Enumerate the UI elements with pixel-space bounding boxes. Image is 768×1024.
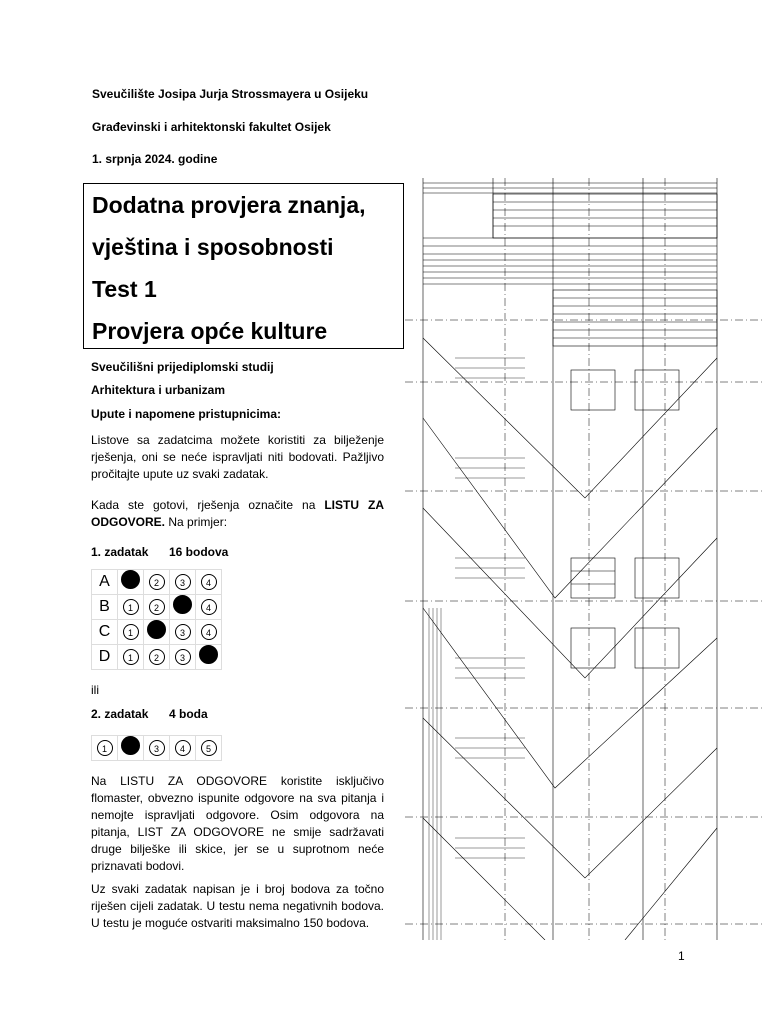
title-line-3: Test 1 <box>92 276 157 302</box>
answer-bubble[interactable]: 1 <box>123 624 139 640</box>
task1-row-letter: C <box>92 620 118 645</box>
answer-bubble[interactable]: 2 <box>149 649 165 665</box>
instructions-paragraph-2 <box>91 497 384 531</box>
task1-row-letter: B <box>92 595 118 620</box>
title-box <box>83 183 404 349</box>
university-name: Sveučilište Josipa Jurja Strossmayera u Osijeku <box>92 87 369 101</box>
answer-bubble[interactable]: 3 <box>175 624 191 640</box>
task1-option-cell <box>196 570 222 595</box>
answer-bubble[interactable]: 1 <box>123 599 139 615</box>
task1-row <box>92 595 222 620</box>
faculty-name: Građevinski i arhitektonski fakultet Osijek <box>92 120 331 134</box>
task1-option-cell <box>196 595 222 620</box>
task1-option-cell <box>118 595 144 620</box>
task2-option-cell <box>170 736 196 761</box>
answer-bubble[interactable]: 4 <box>201 574 217 590</box>
task1-option-cell <box>170 620 196 645</box>
title-line-1: Dodatna provjera znanja, <box>92 192 366 218</box>
task1-option-cell <box>144 595 170 620</box>
task1-row <box>92 570 222 595</box>
task1-option-cell <box>196 645 222 670</box>
study-course: Arhitektura i urbanizam <box>91 383 226 397</box>
study-program: Sveučilišni prijediplomski studij <box>91 360 274 374</box>
instructions-heading: Upute i napomene pristupnicima: <box>91 407 282 421</box>
instructions-paragraph-4: Uz svaki zadatak napisan je i broj bodova za točno riješen cijeli zadatak. U testu nema negativnih bodova. U testu je moguće ostvariti maksimalno 150 bodova. <box>91 882 384 930</box>
answer-bubble[interactable]: 3 <box>149 740 165 756</box>
ili-text: ili <box>91 683 99 697</box>
task1-option-cell <box>170 570 196 595</box>
task2-answer-grid <box>91 735 222 761</box>
answer-bubble[interactable]: 4 <box>201 624 217 640</box>
instructions-paragraph-1: Listove sa zadatcima možete koristiti za bilježenje rješenja, oni se neće ispravljati niti bodovati. Pažljivo pročitajte upute uz svaki zadatak. <box>91 433 384 481</box>
page-number: 1 <box>678 949 685 963</box>
answer-sheet-label: LISTU ZA ODGOVORE. <box>91 498 384 529</box>
task2-option-cell <box>144 736 170 761</box>
task1-option-cell <box>144 620 170 645</box>
task1-option-cell <box>118 570 144 595</box>
task2-option-cell <box>196 736 222 761</box>
task1-option-cell <box>144 645 170 670</box>
answer-bubble[interactable]: 2 <box>149 574 165 590</box>
task1-option-cell <box>118 620 144 645</box>
answer-bubble[interactable]: 2 <box>149 599 165 615</box>
title-line-4: Provjera opće kulture <box>92 318 328 344</box>
task1-answer-grid <box>91 569 222 670</box>
answer-bubble[interactable]: 5 <box>201 740 217 756</box>
task1-label: 1. zadatak <box>91 545 149 559</box>
task1-row <box>92 645 222 670</box>
task1-option-cell <box>118 645 144 670</box>
answer-bubble[interactable]: 4 <box>175 740 191 756</box>
architectural-drawing <box>405 178 765 940</box>
task1-option-cell <box>196 620 222 645</box>
task1-row <box>92 620 222 645</box>
filled-answer-bubble[interactable] <box>173 595 192 614</box>
p2-suffix: Na primjer: <box>165 515 228 529</box>
task1-option-cell <box>170 595 196 620</box>
answer-bubble[interactable]: 4 <box>201 599 217 615</box>
p2-prefix: Kada ste gotovi, rješenja označite na <box>91 498 325 512</box>
filled-answer-bubble[interactable] <box>121 570 140 589</box>
task1-row-letter: D <box>92 645 118 670</box>
filled-answer-bubble[interactable] <box>121 736 140 755</box>
exam-date: 1. srpnja 2024. godine <box>92 152 218 166</box>
answer-bubble[interactable]: 1 <box>123 649 139 665</box>
answer-bubble[interactable]: 3 <box>175 649 191 665</box>
filled-answer-bubble[interactable] <box>147 620 166 639</box>
task1-row-letter: A <box>92 570 118 595</box>
task2-option-cell <box>92 736 118 761</box>
task1-option-cell <box>170 645 196 670</box>
task2-label: 2. zadatak <box>91 707 149 721</box>
answer-bubble[interactable]: 1 <box>97 740 113 756</box>
task2-option-cell <box>118 736 144 761</box>
task1-option-cell <box>144 570 170 595</box>
task2-points: 4 boda <box>169 707 208 721</box>
instructions-paragraph-3: Na LISTU ZA ODGOVORE koristite isključivo flomaster, obvezno ispunite odgovore na sva pitanja i nemojte ispravljati odgovore. Osim odgovora na pitanja, LIST ZA ODGOVORE ne smije sadržavati druge bilješke ili skice, jer se u suprotnom neće priznavati bodovi. <box>91 774 384 873</box>
task1-points: 16 bodova <box>169 545 229 559</box>
filled-answer-bubble[interactable] <box>199 645 218 664</box>
answer-bubble[interactable]: 3 <box>175 574 191 590</box>
title-line-2: vještina i sposobnosti <box>92 234 334 260</box>
